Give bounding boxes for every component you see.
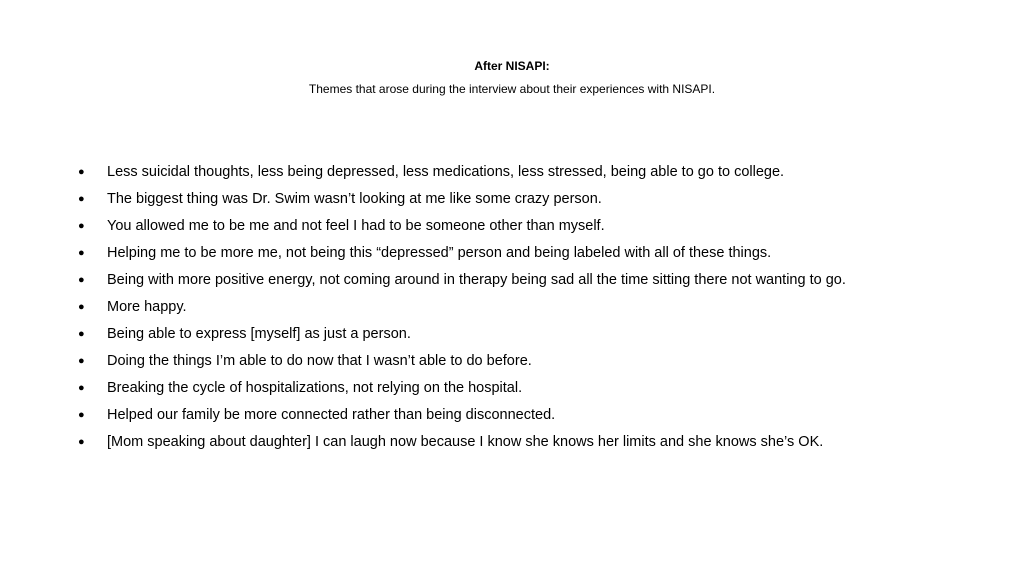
- theme-text: Helped our family be more connected rather than being disconnected.: [107, 407, 556, 423]
- bullet-icon: ●: [78, 436, 85, 448]
- theme-item: [78, 216, 998, 243]
- bullet-icon: ●: [78, 193, 85, 205]
- theme-text: You allowed me to be me and not feel I had to be someone other than myself.: [107, 218, 605, 234]
- theme-item: [78, 432, 998, 459]
- bullet-icon: ●: [78, 274, 85, 286]
- theme-item: [78, 162, 998, 189]
- bullet-icon: ●: [78, 328, 85, 340]
- theme-item: [78, 405, 998, 432]
- bullet-icon: ●: [78, 301, 85, 313]
- slide-subtitle: Themes that arose during the interview about their experiences with NISAPI.: [308, 82, 716, 96]
- theme-text: Breaking the cycle of hospitalizations, not relying on the hospital.: [107, 380, 523, 396]
- bullet-icon: ●: [78, 382, 85, 394]
- theme-item: [78, 324, 998, 351]
- theme-text: Doing the things I’m able to do now that I wasn’t able to do before.: [107, 353, 532, 369]
- slide-title: After NISAPI:: [474, 59, 550, 73]
- theme-text: Being with more positive energy, not coming around in therapy being sad all the time sitting there not wanting to go.: [107, 272, 846, 288]
- theme-text: Being able to express [myself] as just a person.: [107, 326, 411, 342]
- theme-item: [78, 297, 998, 324]
- bullet-icon: ●: [78, 247, 85, 259]
- bullet-icon: ●: [78, 166, 85, 178]
- theme-item: [78, 270, 998, 297]
- theme-text: Helping me to be more me, not being this “depressed” person and being labeled with all of these things.: [107, 245, 772, 261]
- theme-text: [Mom speaking about daughter] I can laugh now because I know she knows her limits and she knows she’s OK.: [107, 434, 824, 450]
- themes-list: [78, 162, 998, 459]
- theme-text: Less suicidal thoughts, less being depressed, less medications, less stressed, being able to go to college.: [107, 164, 785, 180]
- bullet-icon: ●: [78, 355, 85, 367]
- theme-text: The biggest thing was Dr. Swim wasn’t looking at me like some crazy person.: [107, 191, 602, 207]
- theme-item: [78, 243, 998, 270]
- theme-item: [78, 189, 998, 216]
- theme-item: [78, 351, 998, 378]
- bullet-icon: ●: [78, 220, 85, 232]
- bullet-icon: ●: [78, 409, 85, 421]
- theme-text: More happy.: [107, 299, 187, 315]
- theme-item: [78, 378, 998, 405]
